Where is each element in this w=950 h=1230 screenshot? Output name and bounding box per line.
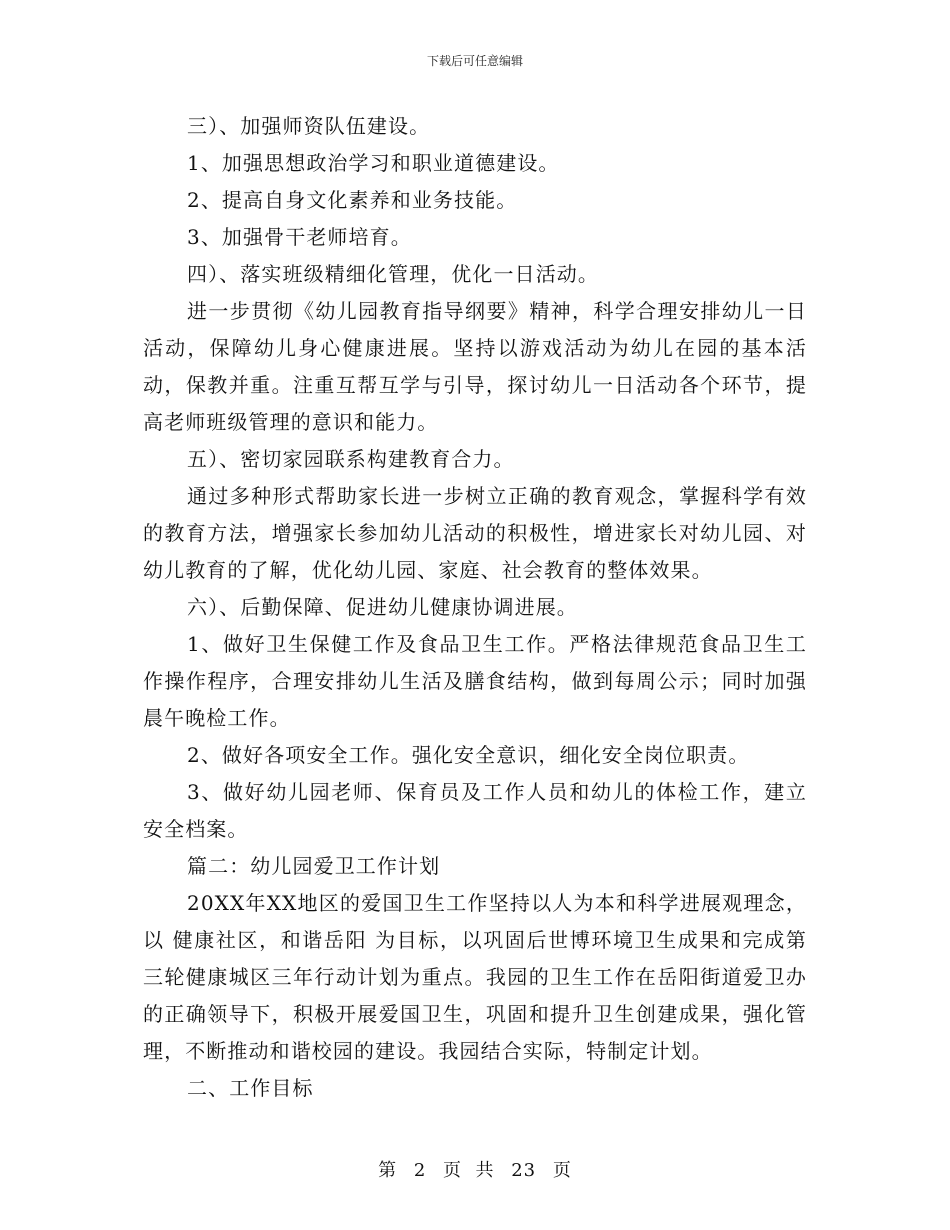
section-heading-6: 六）、后勤保障、促进幼儿健康协调进展。 (187, 595, 578, 619)
page-footer (0, 1156, 950, 1182)
list-item: 2、提高自身文化素养和业务技能。 (187, 188, 518, 212)
document-body (143, 108, 807, 1107)
body-paragraph: 通过多种形式帮助家长进一步树立正确的教育观念，掌握科学有效的教育方法，增强家长参加幼儿活动的积极性，增进家长对幼儿园、对幼儿教育的了解，优化幼儿园、家庭、社会教育的整体效果。 (143, 484, 807, 582)
list-item: 3、加强骨干老师培育。 (187, 225, 412, 249)
body-paragraph: 20XX年XX地区的爱国卫生工作坚持以人为本和科学进展观理念，以 健康社区，和谐岳阳 为目标，以巩固后世博环境卫生成果和完成第三轮健康城区三年行动计划为重点。我园的卫生工作在岳阳街道爱卫办的正确领导下，积极开展爱国卫生，巩固和提升卫生创建成果，强化管理，不断推动和谐校园的建设。我园结合实际，特制定计划。 (143, 891, 807, 1063)
page-label-prefix: 第 (378, 1160, 398, 1181)
list-item: 1、做好卫生保健工作及食品卫生工作。严格法律规范食品卫生工作操作程序，合理安排幼儿生活及膳食结构，做到每周公示；同时加强晨午晚检工作。 (143, 632, 807, 730)
list-item: 1、加强思想政治学习和职业道德建设。 (187, 151, 560, 175)
total-pages-number: 23 (511, 1160, 537, 1181)
article-title: 篇二：幼儿园爱卫工作计划 (187, 854, 441, 878)
section-heading-5: 五）、密切家园联系构建教育合力。 (187, 447, 515, 471)
page-label-mid: 页 共 (443, 1160, 495, 1181)
list-item: 2、做好各项安全工作。强化安全意识，细化安全岗位职责。 (187, 743, 750, 767)
page-header: 下载后可任意编辑 (426, 54, 523, 68)
page-label-suffix: 页 (552, 1160, 572, 1181)
body-paragraph: 进一步贯彻《幼儿园教育指导纲要》精神，科学合理安排幼儿一日活动，保障幼儿身心健康进展。坚持以游戏活动为幼儿在园的基本活动，保教并重。注重互帮互学与引导，探讨幼儿一日活动各个环节，提高老师班级管理的意识和能力。 (143, 299, 807, 434)
list-item: 3、做好幼儿园老师、保育员及工作人员和幼儿的体检工作，建立安全档案。 (143, 780, 807, 841)
section-heading-goals: 二、工作目标 (187, 1076, 314, 1100)
section-heading-3: 三）、加强师资队伍建设。 (187, 114, 431, 138)
current-page-number: 2 (413, 1160, 427, 1181)
section-heading-4: 四）、落实班级精细化管理，优化一日活动。 (187, 262, 599, 286)
